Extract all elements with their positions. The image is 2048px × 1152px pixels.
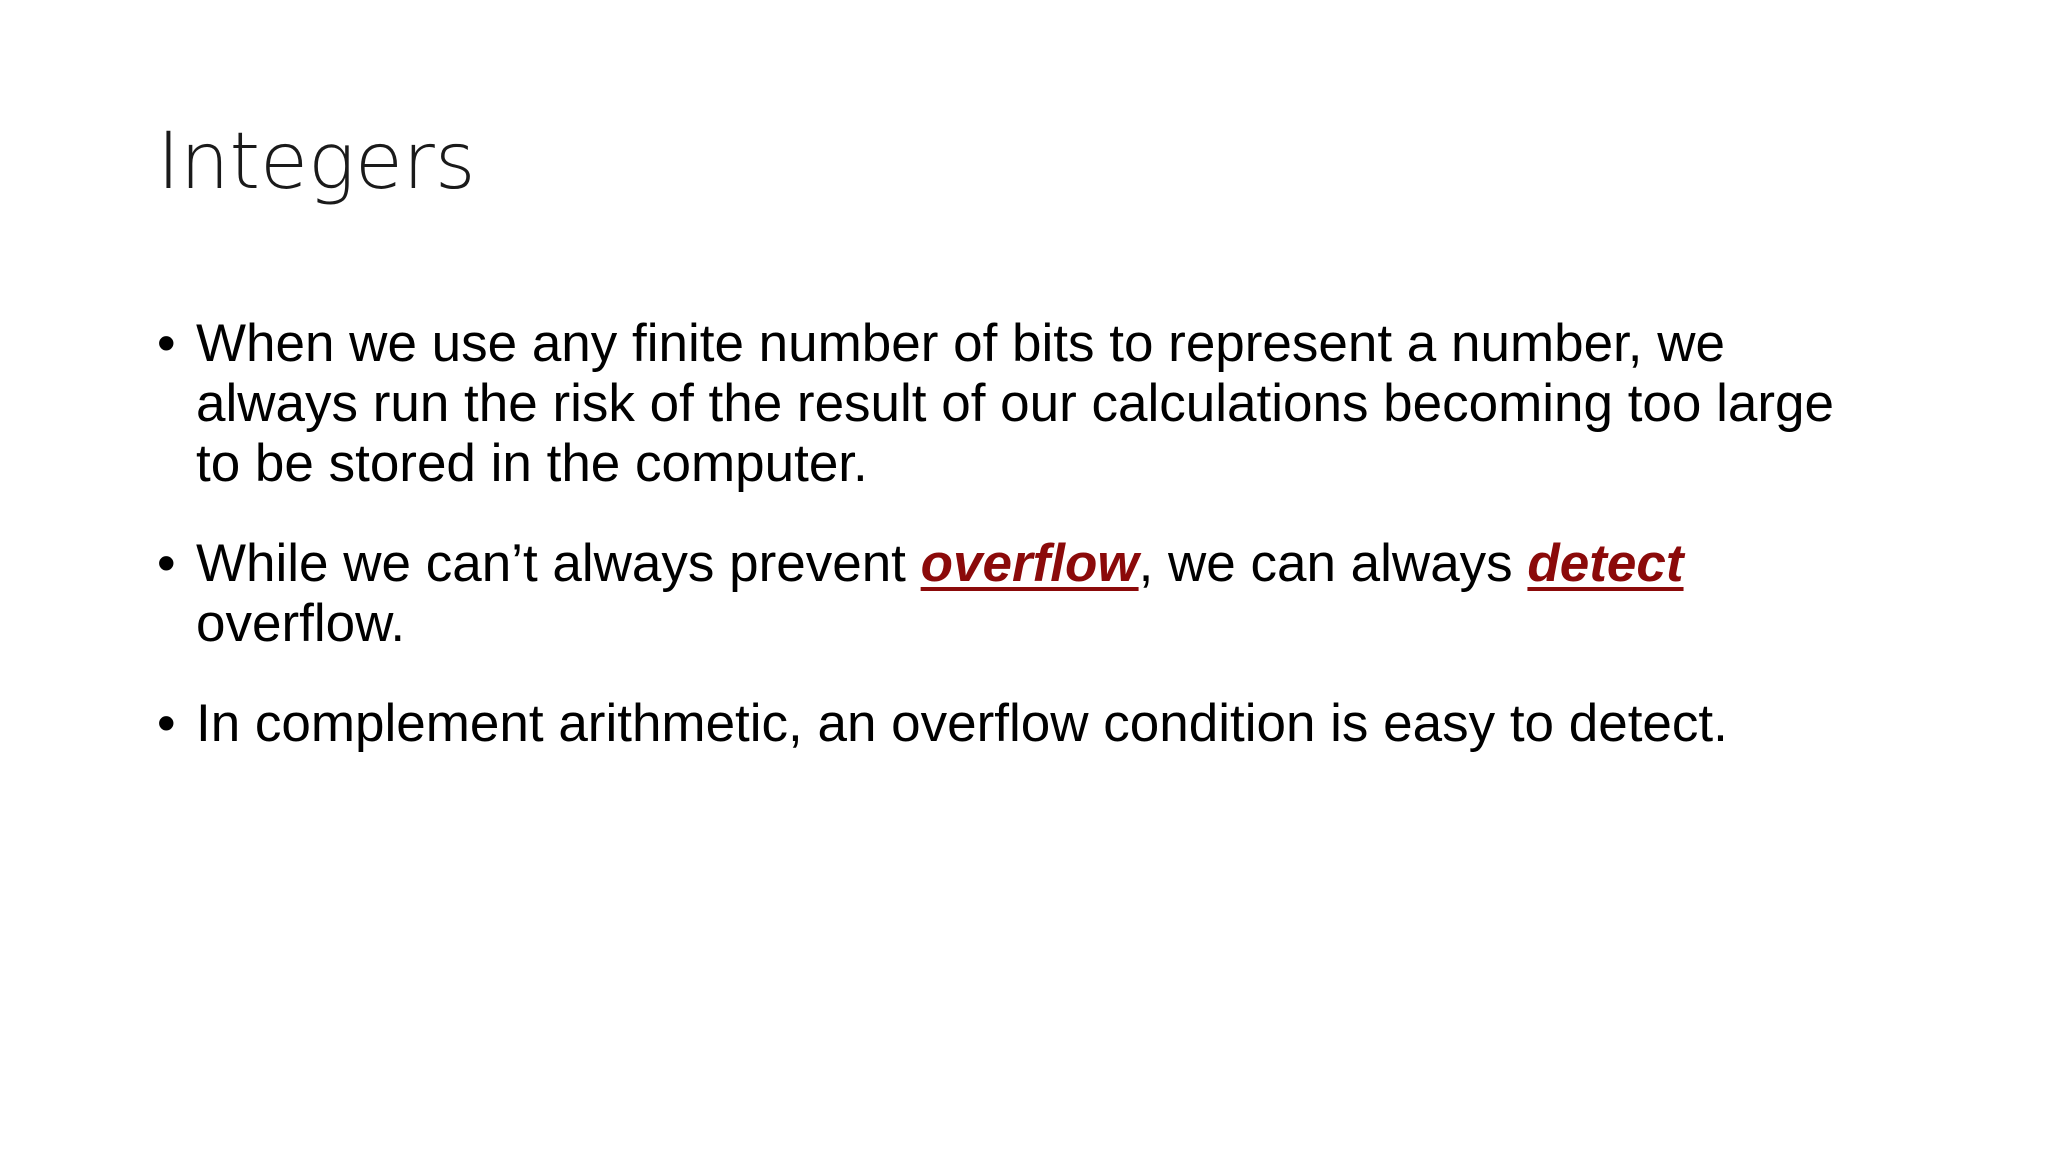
bullet-item-3 bbox=[157, 694, 1837, 754]
slide-title: Integers bbox=[157, 117, 476, 207]
bullet-text: In complement arithmetic, an overflow condition is easy to detect. bbox=[196, 694, 1728, 753]
bullet-dot-icon: • bbox=[157, 534, 176, 593]
bullet-list bbox=[157, 314, 1837, 794]
bullet-dot-icon: • bbox=[157, 694, 176, 753]
bullet-text-part: overflow. bbox=[196, 594, 406, 653]
emphasis-overflow: overflow bbox=[920, 534, 1139, 593]
bullet-item-1 bbox=[157, 314, 1837, 494]
bullet-text: When we use any finite number of bits to represent a number, we always run the risk of the result of our calculations becoming too large to be stored in the computer. bbox=[196, 314, 1834, 493]
bullet-dot-icon: • bbox=[157, 314, 176, 373]
emphasis-detect: detect bbox=[1527, 534, 1684, 593]
bullet-text-part: , we can always bbox=[1138, 534, 1528, 593]
bullet-text-part: While we can’t always prevent bbox=[196, 534, 921, 593]
bullet-item-2 bbox=[157, 534, 1837, 654]
